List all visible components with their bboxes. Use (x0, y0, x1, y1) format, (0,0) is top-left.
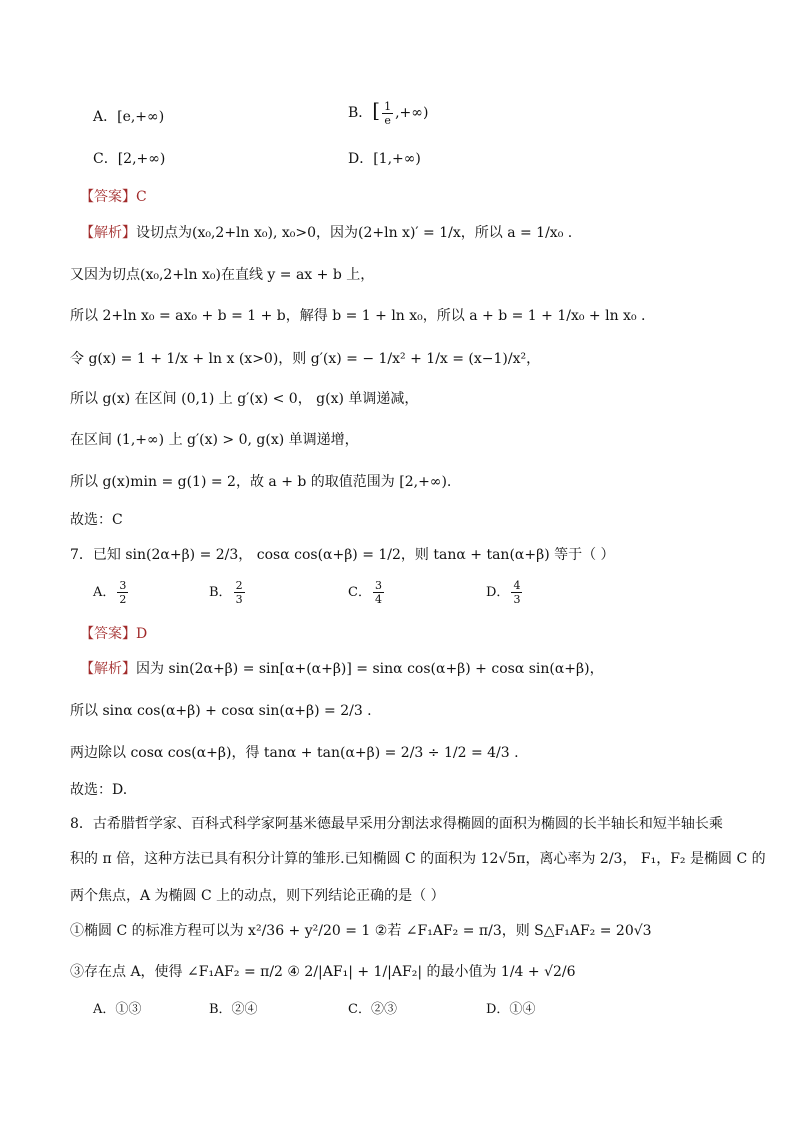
q6-solution-line-6: 在区间 (1,+∞) 上 g′(x) > 0, g(x) 单调递增， (70, 432, 359, 448)
q6-solution-line-3: 所以 2+ln x₀ = ax₀ + b = 1 + b，解得 b = 1 + ln x₀，所以 a + b = 1 + 1/x₀ + ln x₀ . (70, 308, 646, 324)
q7-option-b: B． $\frac{2}{3}$ (209, 579, 243, 606)
q8-option-b: B．②④ (209, 1002, 258, 1017)
q7-option-a: A． $\frac{3}{2}$ (93, 579, 127, 606)
q7-option-c: C． $\frac{3}{4}$ (348, 579, 382, 606)
q8-option-a: A．①③ (93, 1002, 142, 1017)
q6-option-b-label: B． (348, 105, 373, 121)
q7-solution-line-1: 【解析】因为 sin(2α+β) = sin[α+(α+β)] = sinα cos(α+β) + cosα sin(α+β)， (80, 661, 604, 677)
q8-stem-line-3: 两个焦点，A 为椭圆 C 上的动点，则下列结论正确的是（ ） (70, 888, 445, 904)
q8-statements-3-4: ③存在点 A，使得 ∠F₁AF₂ = π/2 ④ 2/|AF₁| + 1/|AF₂| 的最小值为 1/4 + √2/6 (70, 964, 576, 980)
q6-option-b: B．[ $\frac{1}{e}$ ,+∞) (348, 98, 429, 127)
q6-solution-line-1: 【解析】设切点为(x₀,2+ln x₀), x₀>0，因为(2+ln x)′ = 1/x，所以 a = 1/x₀ . (80, 225, 573, 241)
q6-solution-line-4: 令 g(x) = 1 + 1/x + ln x (x>0)，则 g′(x) = − 1/x² + 1/x = (x−1)/x²， (70, 351, 541, 367)
q6-option-c: C．[2,+∞) (93, 151, 166, 167)
q7-solution-line-2: 所以 sinα cos(α+β) + cosα sin(α+β) = 2/3 . (70, 703, 372, 719)
q8-option-c: C．②③ (348, 1002, 397, 1017)
q7-stem: 7．已知 sin(2α+β) = 2/3， cosα cos(α+β) = 1/2，则 tanα + tan(α+β) 等于（ ） (70, 547, 615, 563)
q6-option-d: D．[1,+∞) (348, 151, 421, 167)
q7-solution-line-4: 故选：D. (70, 782, 128, 798)
q6-solution-line-2: 又因为切点(x₀,2+ln x₀)在直线 y = ax + b 上， (70, 267, 375, 283)
q7-answer: 【答案】D (80, 626, 148, 642)
q6-answer: 【答案】C (80, 189, 147, 205)
q8-stem-line-1: 8．古希腊哲学家、百科式科学家阿基米德最早采用分割法求得椭圆的面积为椭圆的长半轴长和短半轴长乘 (70, 816, 723, 832)
q6-solution-line-7: 所以 g(x)min = g(1) = 2，故 a + b 的取值范围为 [2,+∞). (70, 474, 452, 490)
q8-stem-line-2: 积的 π 倍，这种方法已具有积分计算的雏形.已知椭圆 C 的面积为 12√5π，离心率为 2/3， F₁，F₂ 是椭圆 C 的 (70, 851, 766, 867)
q6-option-b-fraction: $\frac{1}{e}$ (384, 99, 392, 127)
q7-option-d: D． $\frac{4}{3}$ (486, 579, 521, 606)
q6-option-a: A．[e,+∞) (93, 109, 165, 125)
q6-solution-line-8: 故选：C (70, 512, 123, 528)
q7-solution-line-3: 两边除以 cosα cos(α+β)，得 tanα + tan(α+β) = 2/3 ÷ 1/2 = 4/3 . (70, 745, 519, 761)
q8-option-d: D．①④ (486, 1002, 536, 1017)
q6-solution-line-5: 所以 g(x) 在区间 (0,1) 上 g′(x) < 0， g(x) 单调递减， (70, 391, 419, 407)
q8-statements-1-2: ①椭圆 C 的标准方程可以为 x²/36 + y²/20 = 1 ②若 ∠F₁AF₂ = π/3，则 S△F₁AF₂ = 20√3 (70, 923, 652, 939)
